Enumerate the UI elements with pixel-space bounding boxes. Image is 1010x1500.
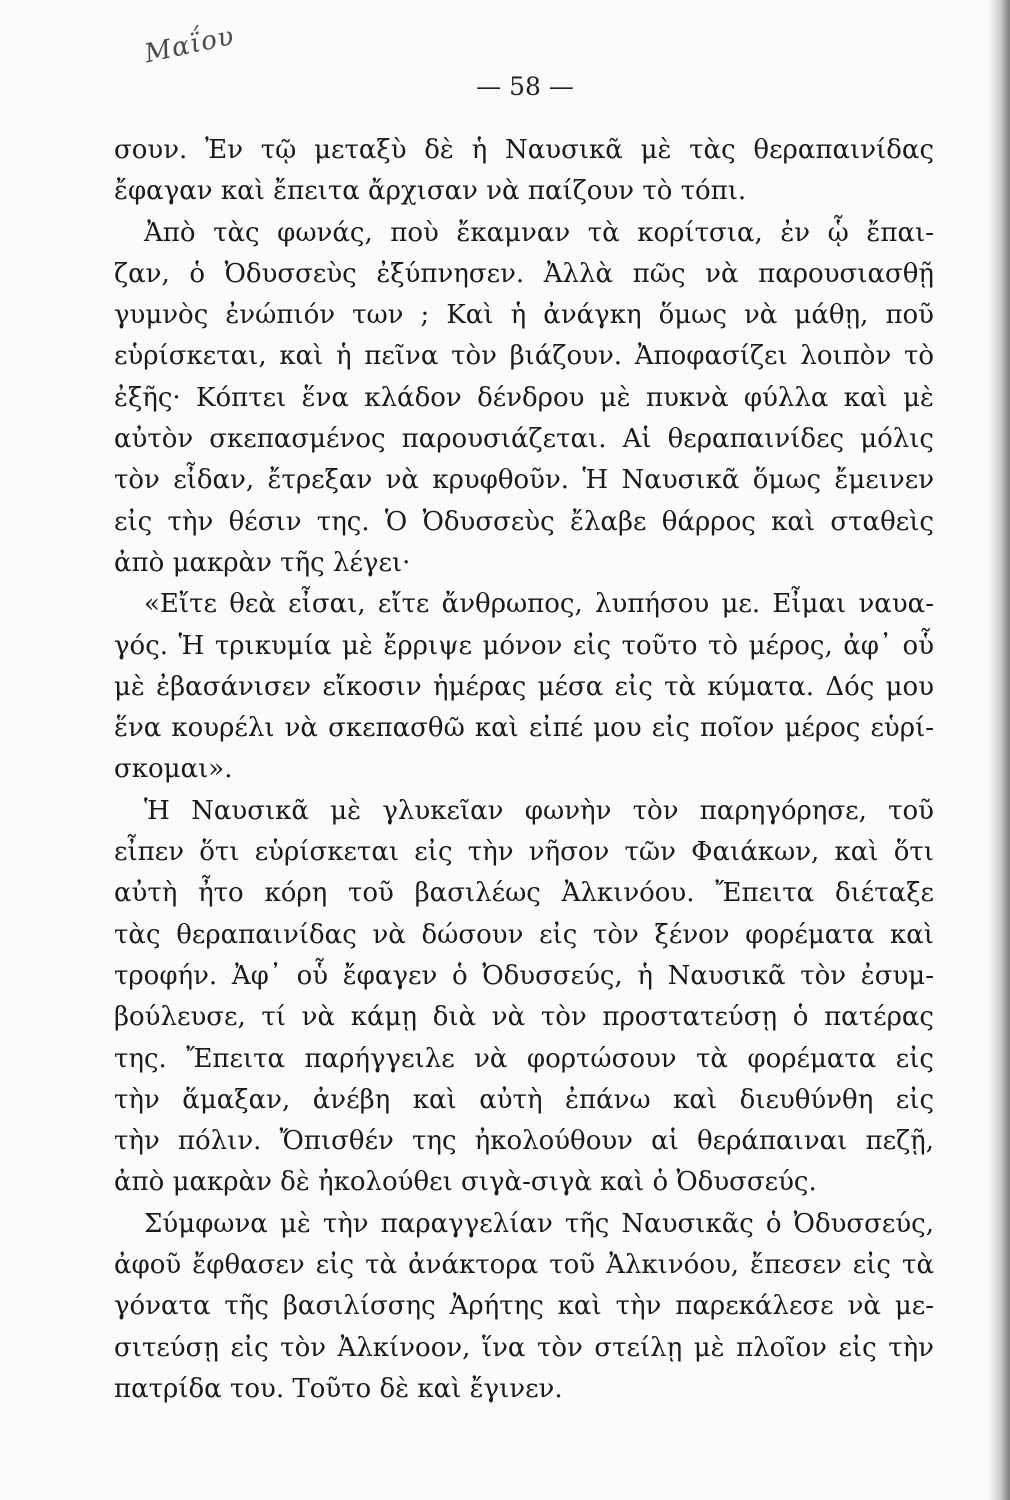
text-line: ζαν, ὁ Ὀδυσσεὺς ἐξύπνησεν. Ἀλλὰ πῶς νὰ παρουσιασθῇ — [114, 258, 934, 289]
text-line: Ἀπὸ τὰς φωνάς, ποὺ ἔκαμναν τὰ κορίτσια, ἐν ᾧ ἔπαι- — [144, 217, 934, 248]
text-line: ἀπὸ μακρὰν δὲ ἠκολούθει σιγὰ-σιγὰ καὶ ὁ Ὀδυσσεύς. — [114, 1167, 817, 1198]
text-line: γυμνὸς ἐνώπιόν των ; Καὶ ἡ ἀνάγκη ὅμως νὰ μάθῃ, ποῦ — [114, 300, 934, 331]
text-line: αὐτὸν σκεπασμένος παρουσιάζεται. Αἱ θεραπαινίδες μόλις — [114, 424, 934, 455]
text-line: Σύμφωνα μὲ τὴν παραγγελίαν τῆς Ναυσικᾶς ὁ Ὀδυσσεύς, — [144, 1208, 934, 1239]
text-line: σιτεύσῃ εἰς τὸν Ἀλκίνοον, ἵνα τὸν στείλῃ μὲ πλοῖον εἰς τὴν — [114, 1332, 934, 1363]
handwritten-note: Μαΐου — [142, 21, 238, 70]
text-line: εἶπεν ὅτι εὑρίσκεται εἰς τὴν νῆσον τῶν Φαιάκων, καὶ ὅτι — [114, 837, 934, 868]
text-line: ἔφαγαν καὶ ἔπειτα ἄρχισαν νὰ παίζουν τὸ τόπι. — [114, 176, 747, 207]
text-line: εἰς τὴν θέσιν της. Ὁ Ὀδυσσεὺς ἔλαβε θάρρος καὶ σταθεὶς — [114, 506, 934, 537]
text-line: τὴν ἅμαξαν, ἀνέβη καὶ αὐτὴ ἐπάνω καὶ διευθύνθη εἰς — [114, 1084, 934, 1115]
page-edge-shadow — [988, 0, 1010, 1500]
text-line: Ἡ Ναυσικᾶ μὲ γλυκεῖαν φωνὴν τὸν παρηγόρησε, τοῦ — [144, 795, 934, 826]
text-line: σουν. Ἐν τῷ μεταξὺ δὲ ἡ Ναυσικᾶ μὲ τὰς θεραπαινίδας — [114, 135, 934, 165]
text-line: γός. Ἡ τρικυμία μὲ ἔρριψε μόνον εἰς τοῦτο τὸ μέρος, ἀφ᾽ οὗ — [114, 630, 934, 661]
text-line: τὴν πόλιν. Ὄπισθέν της ἠκολούθουν αἱ θεράπαιναι πεζῇ, — [114, 1126, 934, 1157]
text-line: τὰς θεραπαινίδας νὰ δώσουν εἰς τὸν ξένον φορέματα καὶ — [114, 919, 934, 950]
text-line: ἐξῆς· Κόπτει ἕνα κλάδον δένδρου μὲ πυκνὰ φύλλα καὶ μὲ — [114, 382, 934, 413]
text-line: εὑρίσκεται, καὶ ἡ πεῖνα τὸν βιάζουν. Ἀποφασίζει λοιπὸν τὸ — [114, 341, 934, 372]
text-line: της. Ἔπειτα παρήγγειλε νὰ φορτώσουν τὰ φορέματα εἰς — [114, 1043, 934, 1074]
text-line: «Εἴτε θεὰ εἶσαι, εἴτε ἄνθρωπος, λυπήσου με. Εἶμαι ναυα- — [144, 589, 934, 620]
text-line: τὸν εἶδαν, ἔτρεξαν νὰ κρυφθοῦν. Ἡ Ναυσικᾶ ὅμως ἔμεινεν — [114, 465, 934, 496]
text-line: γόνατα τῆς βασιλίσσης Ἀρήτης καὶ τὴν παρεκάλεσε νὰ με- — [114, 1291, 934, 1322]
text-line: ἕνα κουρέλι νὰ σκεπασθῶ καὶ εἰπέ μου εἰς ποῖον μέρος εὑρί- — [114, 713, 934, 744]
text-line: αὐτὴ ἦτο κόρη τοῦ βασιλέως Ἀλκινόου. Ἔπειτα διέταξε — [114, 878, 934, 909]
body-text — [114, 130, 934, 1410]
text-line: πατρίδα του. Τοῦτο δὲ καὶ ἔγινεν. — [114, 1373, 563, 1404]
text-line: μὲ ἐβασάνισεν εἴκοσιν ἡμέρας μέσα εἰς τὰ κύματα. Δός μου — [114, 671, 934, 702]
text-line: ἀπὸ μακρὰν τῆς λέγει· — [114, 547, 411, 578]
text-line: τροφήν. Ἀφ᾽ οὗ ἔφαγεν ὁ Ὀδυσσεύς, ἡ Ναυσικᾶ τὸν ἐσυμ- — [114, 960, 934, 991]
page-number: — 58 — — [476, 72, 574, 101]
text-line: βούλευσε, τί νὰ κάμῃ διὰ νὰ τὸν προστατεύσῃ ὁ πατέρας — [114, 1002, 934, 1033]
text-line: ἀφοῦ ἔφθασεν εἰς τὰ ἀνάκτορα τοῦ Ἀλκινόου, ἔπεσεν εἰς τὰ — [114, 1250, 934, 1281]
text-line: σκομαι». — [114, 754, 233, 785]
